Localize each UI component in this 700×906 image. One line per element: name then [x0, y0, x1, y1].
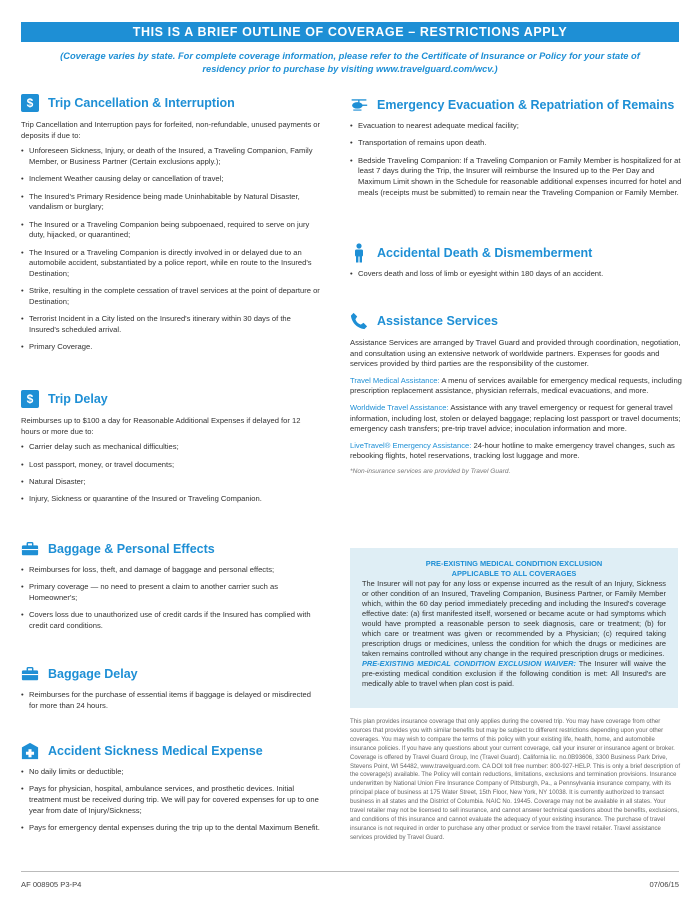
section-title: Baggage Delay [48, 667, 138, 681]
list-item: • Covers loss due to unauthorized use of credit cards if the Insured has complied with credit card conditions. [21, 610, 321, 631]
list-item: • The Insured's Primary Residence being made Uninhabitable by Natural Disaster, vandalism or burglary; [21, 192, 321, 213]
section-trip-delay [21, 388, 321, 512]
list-item: • Bedside Traveling Companion: If a Traveling Companion or Family Member is hospitalized for at least 7 days during the Trip, the Insurer will reimburse the Insured up to the Per Day and Maximum Limit shown in the Schedule for reasonable additional expenses incurred for hotel and meals (receipts must be submitted) to remain near the Traveling Companion or Family Member. [350, 156, 682, 198]
form-number: AF 008905 P3-P4 [21, 880, 82, 889]
list-item: • Pays for emergency dental expenses during the trip up to the dental Maximum Benefit. [21, 823, 321, 834]
exclusion-panel [350, 548, 678, 708]
helicopter-icon [350, 96, 368, 114]
list-item: • Primary Coverage. [21, 342, 321, 353]
footer-divider [21, 871, 679, 872]
worldwide-travel-paragraph [350, 403, 682, 435]
coverage-banner: THIS IS A BRIEF OUTLINE OF COVERAGE – RESTRICTIONS APPLY [21, 22, 679, 42]
list-item: • Reimburses for the purchase of essential items if baggage is delayed or misdirected for more than 24 hours. [21, 690, 321, 711]
baggage-list [21, 565, 321, 632]
dollar-icon: $ [21, 390, 39, 408]
section-intro: Reimburses up to $100 a day for Reasonable Additional Expenses if delayed for 12 hours or more due to: [21, 416, 301, 436]
section-accidental-death [350, 242, 682, 286]
list-item: • Reimburses for loss, theft, and damage of baggage and personal effects; [21, 565, 321, 576]
list-item: • Carrier delay such as mechanical difficulties; [21, 442, 321, 453]
exclusion-heading: PRE-EXISTING MEDICAL CONDITION EXCLUSION [425, 559, 603, 568]
section-baggage-delay [21, 663, 321, 718]
section-title: Accidental Death & Dismemberment [377, 246, 593, 260]
paragraph-text: Assistance with any travel emergency or request for general travel information, including lost, stolen or delayed baggage; replacing lost passport or travel documents; emergency cash transfers; pre-trip travel advice; inoculation information and more. [350, 402, 681, 434]
trip-cancellation-list [21, 146, 321, 352]
list-item: • Transportation of remains upon death. [350, 138, 682, 149]
section-title: Emergency Evacuation & Repatriation of Remains [377, 98, 675, 112]
section-title: Assistance Services [377, 314, 498, 328]
section-assistance [350, 310, 682, 475]
exclusion-body: The Insurer will not pay for any loss or expense incurred as the result of an Injury, Sickness or other condition of an Insured, Traveling Companion, Business Partner, or Family Member which, within the 60 day period immediately preceding and including the Insured's coverage effective date: (a) first manifested itself, worsened or became acute or had symptoms which would have prompted a reasonable person to seek diagnosis, care or treatment; (b) for which care or treatment was given or recommended by a Physician; (c) required taking prescription drugs or medicines, unless the condition for which the drugs or medicines are taken remains controlled without any change in the required prescription drugs or medicines. [362, 579, 666, 658]
exclusion-waiver [362, 659, 666, 689]
coverage-note: (Coverage varies by state. For complete coverage information, please refer to the Certificate of Insurance or Policy for your state of residency prior to purchase by visiting www.travelguard.com/wcv.) [60, 51, 640, 74]
medical-cross-icon [21, 742, 39, 760]
baggage-delay-list [21, 690, 321, 711]
list-item: • Natural Disaster; [21, 477, 321, 488]
medical-list [21, 767, 321, 834]
waiver-text: The Insurer will waive the pre-existing medical condition exclusion if the following condition is met: All Insured's are medically able to travel when plan cost is paid. [362, 659, 666, 688]
section-title: Baggage & Personal Effects [48, 542, 215, 556]
list-item: • Inclement Weather causing delay or cancellation of travel; [21, 174, 321, 185]
section-medical [21, 740, 321, 840]
list-item: • Terrorist Incident in a City listed on the Insured's itinerary within 30 days of the Insured's scheduled arrival. [21, 314, 321, 335]
list-item: • Covers death and loss of limb or eyesight within 180 days of an accident. [350, 269, 682, 280]
evacuation-list [350, 121, 682, 198]
paragraph-label: LiveTravel® Emergency Assistance: [350, 440, 472, 450]
dollar-icon: $ [21, 94, 39, 112]
person-icon [350, 244, 368, 262]
paragraph-text: 24-hour hotline to make emergency travel changes, such as rebooking flights, hotel reservations, tracking lost luggage and more. [350, 440, 675, 461]
exclusion-subheading: APPLICABLE TO ALL COVERAGES [451, 569, 577, 578]
travel-medical-paragraph [350, 376, 682, 397]
paragraph-label: Worldwide Travel Assistance: [350, 402, 449, 412]
section-title: Trip Delay [48, 392, 108, 406]
section-intro: Assistance Services are arranged by Travel Guard and provided through coordination, negotiation, and consultation using an extensive network of worldwide partners. Expenses for goods and services provided by third parties are the responsibility of the customer. [350, 338, 681, 369]
livetravel-paragraph [350, 441, 682, 462]
accidental-death-list [350, 269, 682, 280]
section-title: Accident Sickness Medical Expense [48, 744, 263, 758]
section-trip-cancellation [21, 92, 321, 359]
form-date: 07/06/15 [649, 880, 679, 889]
fine-print: This plan provides insurance coverage that only applies during the covered trip. You may have coverage from other sources that provides you with similar benefits but may be subject to different restrictions depending upon your other coverages. You may wish to compare the terms of this policy with your existing life, health, home, and automobile insurance policies. If you have any questions about your current coverage, call your insurer or insurance agent or broker. Coverage is offered by Travel Guard Group, Inc (Travel Guard). California lic. no.0B93606, 3300 Business Park Drive, Stevens Point, WI 54482, www.travelguard.com. CA DOI toll free number: 800-927-HELP. This is only a brief description of the coverage(s) available. The Policy will contain reductions, limitations, exclusions and termination provisions. Insurance underwritten by National Union Fire Insurance Company of Pittsburgh, Pa., a Pennsylvania insurance company, with its principal place of business at 175 Water Street, 15th Floor, New York, NY 10038. It is currently authorized to transact business in all states and the District of Columbia. NAIC No. 19445. Coverage may not be available in all states. Your travel retailer may not be licensed to sell insurance, and cannot answer technical questions about the benefits, exclusions, and conditions of this insurance and cannot evaluate the adequacy of your existing insurance. The purchase of travel insurance is not required in order to purchase any other product or service from the travel retailer. Travel assistance services provided by Travel Guard. [350, 718, 681, 841]
suitcase-icon [21, 665, 39, 683]
list-item: • The Insured or a Traveling Companion is directly involved in or delayed due to an automobile accident, substantiated by a police report, while en route to the Insured's Destination; [21, 248, 321, 280]
section-intro: Trip Cancellation and Interruption pays for forfeited, non-refundable, unused payments or deposits if due to: [21, 120, 321, 140]
list-item: • Injury, Sickness or quarantine of the Insured or Traveling Companion. [21, 494, 321, 505]
list-item: • The Insured or a Traveling Companion being subpoenaed, required to serve on jury duty, hijacked, or quarantined; [21, 220, 321, 241]
list-item: • Unforeseen Sickness, Injury, or death of the Insured, a Traveling Companion, Family Member, or Business Partner (Certain exclusions apply.); [21, 146, 321, 167]
list-item: • Pays for physician, hospital, ambulance services, and prosthetic devices. Initial treatment must be received during trip. We will pay for covered expenses for up to one year from date of Injury/Sickness; [21, 784, 321, 816]
waiver-label: PRE-EXISTING MEDICAL CONDITION EXCLUSION WAIVER: [362, 659, 576, 668]
paragraph-label: Travel Medical Assistance: [350, 375, 440, 385]
section-title: Trip Cancellation & Interruption [48, 96, 235, 110]
assistance-note: *Non-insurance services are provided by Travel Guard. [350, 467, 511, 475]
list-item: • Strike, resulting in the complete cessation of travel services at the point of departure or Destination; [21, 286, 321, 307]
paragraph-text: A menu of services available for emergency medical requests, including prescription replacement assistance, physician referrals, medical evacuations, and more. [350, 375, 682, 396]
section-evacuation [350, 94, 682, 205]
list-item: • Primary coverage — no need to present a claim to another carrier such as Homeowner's; [21, 582, 321, 603]
phone-icon [350, 312, 368, 330]
list-item: • Evacuation to nearest adequate medical facility; [350, 121, 682, 132]
suitcase-icon [21, 540, 39, 558]
list-item: • No daily limits or deductible; [21, 767, 321, 778]
section-baggage [21, 538, 321, 638]
list-item: • Lost passport, money, or travel documents; [21, 460, 321, 471]
trip-delay-list [21, 442, 321, 505]
